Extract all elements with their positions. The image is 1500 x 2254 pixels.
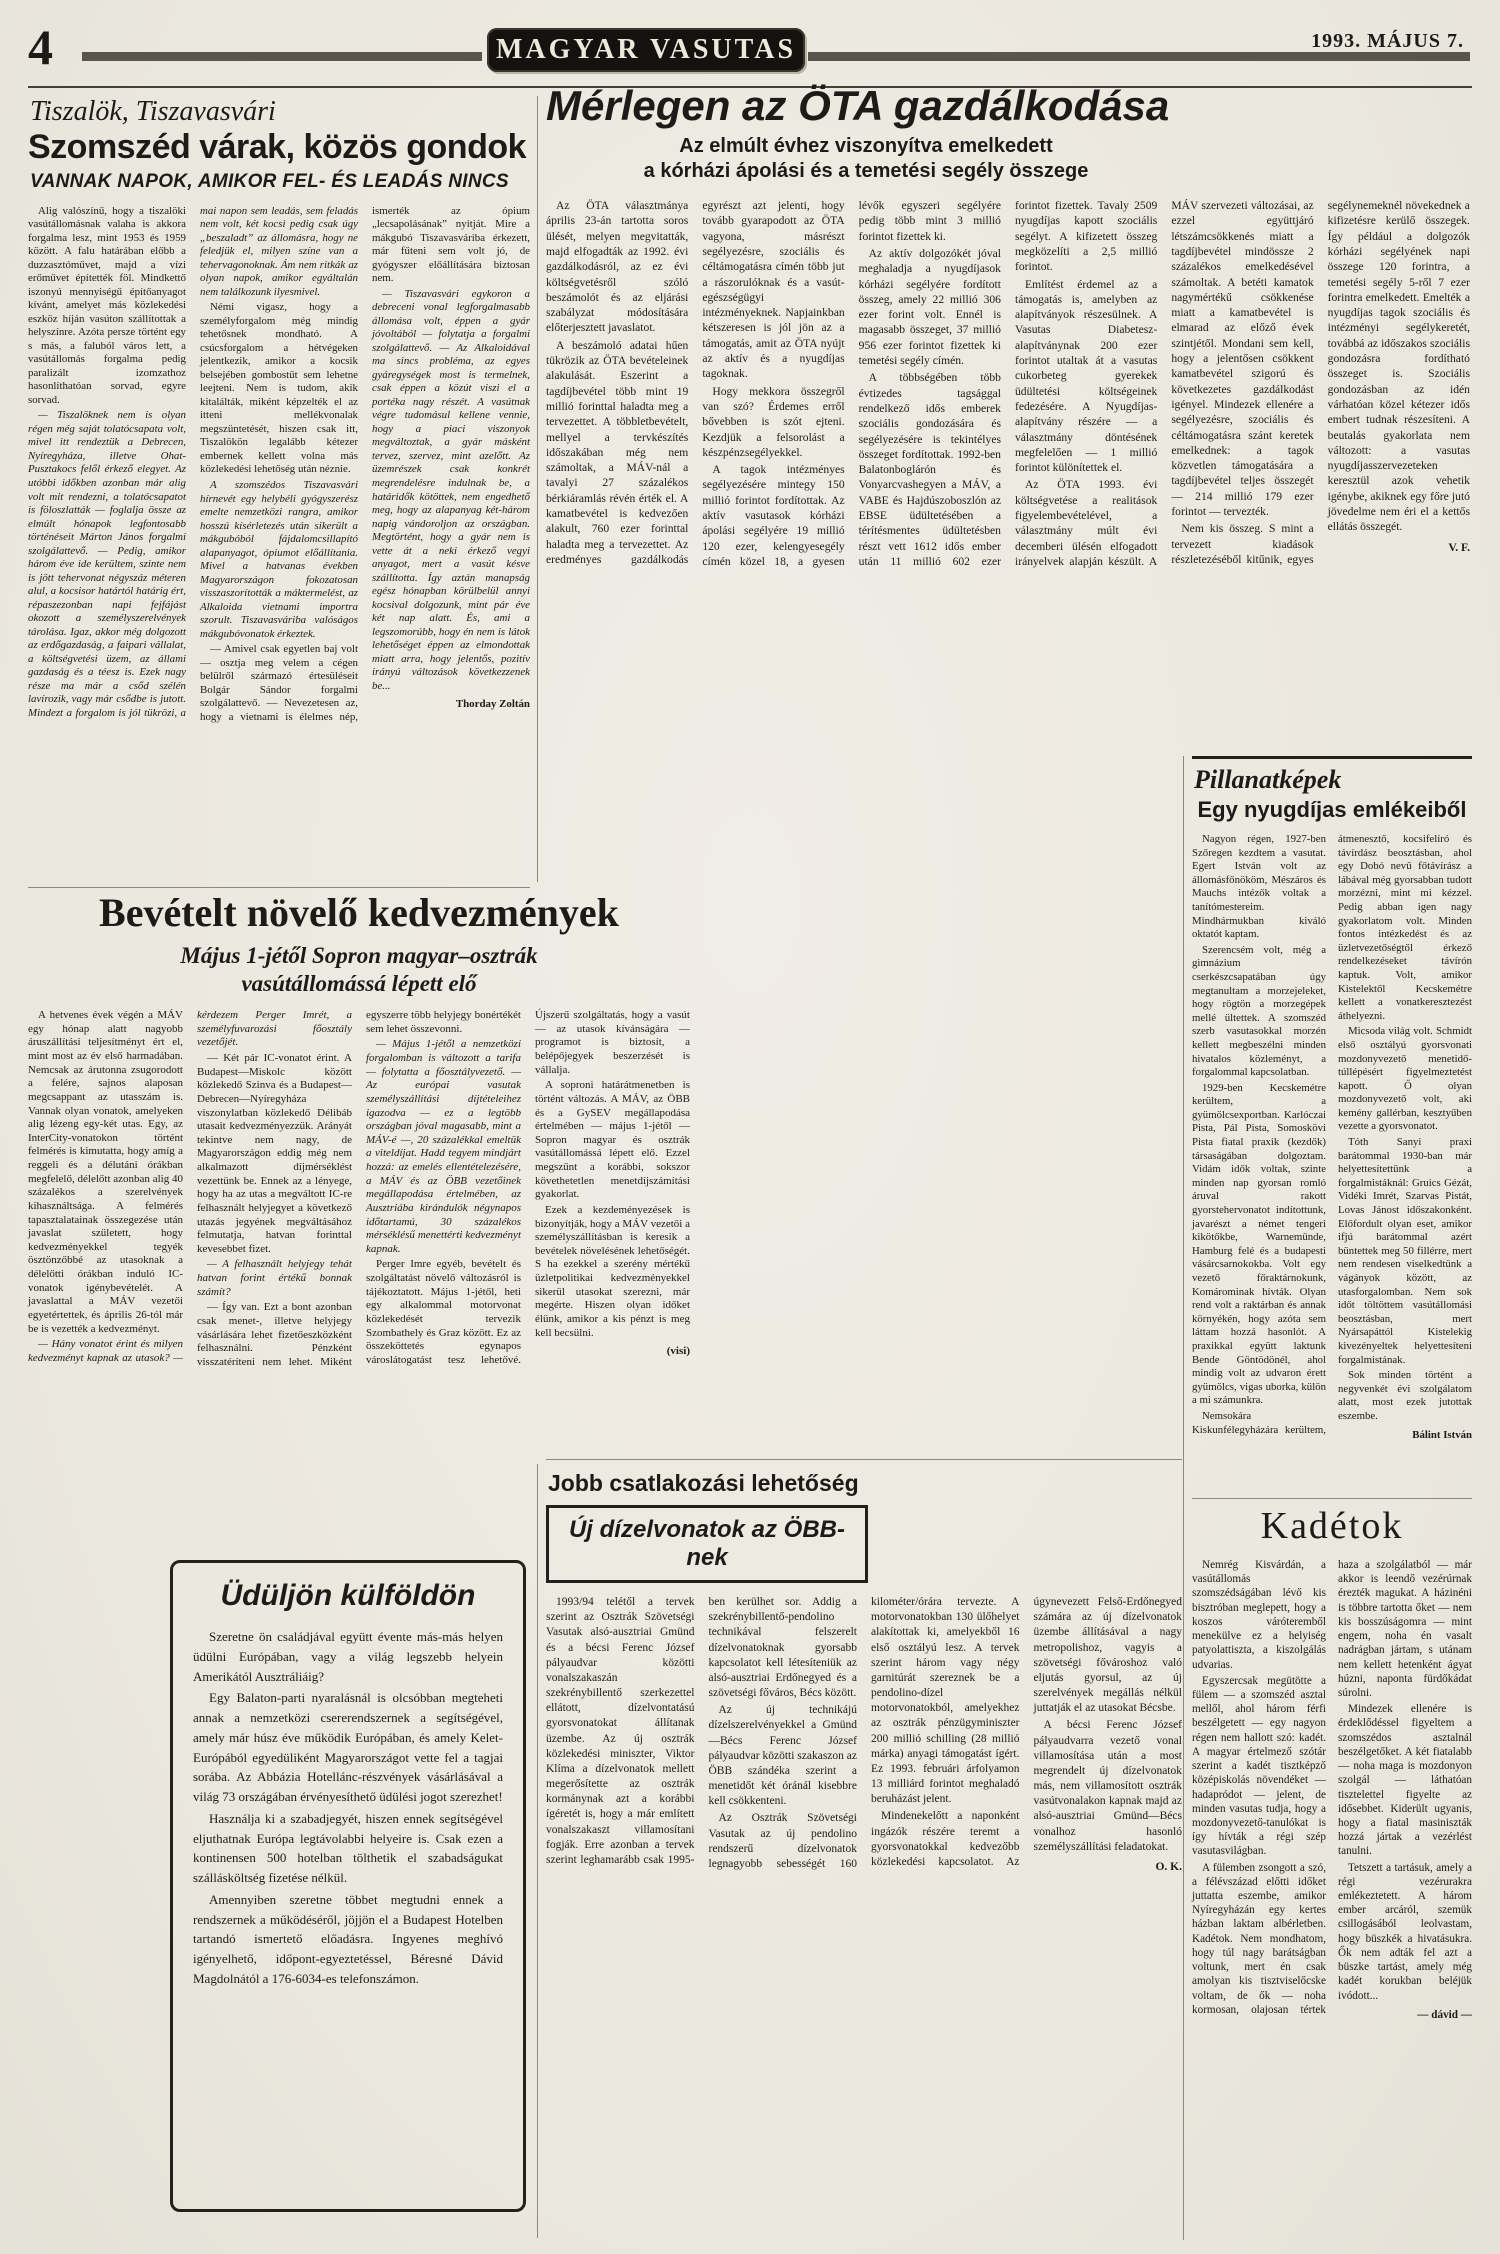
article-kicker: Tiszalök, Tiszavasvári (30, 96, 276, 127)
article-subtitle-line2: vasútállomássá lépett elő (241, 970, 477, 996)
box-uduljon-kulfoldon (170, 1560, 526, 2212)
body-paragraph: Nemrég Kisvárdán, a vasútállomás szomszédságában lévő kis bisztróban meglepett, hogy a koszos váróteremből menekülve ez a helyiség patyolattiszta, a kiszolgálás udvarias. (1192, 1559, 1326, 1671)
body-paragraph: Az új technikájú dízelszerelvényekkel a Gmünd—Bécs Ferenc József pályaudvar közötti szakaszon az ÖBB szándéka szerint a menetidőt két óránál kisebbre kell csökkenteni. (708, 1704, 857, 1808)
body-paragraph: Perger Imre egyéb, bevételt és szolgáltatást növelő változásról is tájékoztatott. Május 1-jétől, heti egy alkalommal motorvonat közlekedését tervezik Szombathely és Graz között. Ez az összeköttetés egynapos városlátogatást tesz lehetővé. Újszerű szolgáltatás, hogy a vasút — az utasok kívánságára — programot is biztosít, a belépőjegyek beszerzését is vállalja. (366, 1009, 690, 1366)
article-szomszed-varak (28, 96, 530, 882)
divider-vertical-top (537, 96, 538, 882)
body-paragraph: A szomszédos Tiszavasvári hírnevét egy helybéli gyógyszerész emelte nemzetközi rangra, amikor hosszú kísérletezés után sikerült a mákgubóból fájdalomcsillapító alapanyagot, ópiumot előállítania. Mivel a hatvanas években Magyarországon fokozatosan visszaszorították a máktermelést, az Alkaloida vietnami importra szorult. Tiszavasváriba valóságos mákgubóvonatok érkeztek. (200, 478, 358, 640)
body-paragraph: Sok minden történt a negyvenkét évi szolgálatom alatt, most ezek jutottak eszembe. (1338, 1369, 1472, 1422)
body-paragraph: A hetvenes évek végén a MÁV egy hónap alatt nagyobb áruszállítási teljesítményt ért el, mint most az év első harmadában. Nemcsak az árutonna zsugorodott a felére, sajnos alaposan megcsappant az utasszám is. Vannak olyan vonatok, amelyeken alig lézeng egy-két utas. Egy, az InterCity-vonatokon történt felmérés is kimutatta, hogy amíg a reggeli és a délutáni órákban megfelelő, délelőtt azonban alig 40 százalékos a szerelvények kihasználtsága. A felmérés tapasztalatainak összegezése után javaslat született, hogy kedvezményekkel tegyék ösztönzőbbé az utasoknak a délelőtti órákban induló IC-vonatok igénybevételét. A javaslattal a MÁV vezetői egyetértettek, és április 26-tól már be is vezették a kedvezményt. (28, 1009, 183, 1335)
article-title: Mérlegen az ÖTA gazdálkodása (546, 82, 1170, 129)
body-paragraph: Az ÖTA választmánya április 23-án tartotta soros ülését, melyen megvitatták, majd elfogadták az 1992. évi gazdálkodásról, az ez évi költségvetésről szóló beszámolót és az eljárási szabályzat módosítására előterjesztett javaslatot. (546, 199, 689, 335)
article-byline: (visi) (666, 1345, 690, 1358)
article-byline: O. K. (1155, 1860, 1182, 1873)
article-subtitle (546, 134, 1186, 184)
body-paragraph: A tagok intézményes segélyezésére mintegy 150 millió forintot fordítottak. Az aktív vasutasok kórházi ápolási segélyére 19 millió 120 ezer, kelengyesegély címén közel 18, a gyesen lévők egyszeri segélyére pedig több mint 3 millió forintot fizettek ki. (702, 199, 1001, 568)
box-title: Üdüljön külföldön (220, 1579, 476, 1612)
body-paragraph: Mindenekelőtt a naponként ingázók részére teremt a gyorsvonatokkal kedvezőbb közlekedési kapcsolatot. Az úgynevezett Felső-Erdőnegyed számára az új dízelvonatok üzembe állításával a nagy metropolishoz, vagyis a szövetségi fővároshoz való eljutás gyorsul, az új szerelvények megállás nélkül juttatják el az utasokat Bécsbe. (871, 1596, 1182, 1868)
article-byline: V. F. (1448, 540, 1470, 554)
article-subtitle (28, 942, 690, 997)
body-paragraph: Nagyon régen, 1927-ben Szőregen kezdtem a vasutat. Egert István volt az állomásfőnököm, Mészáros és Mauchs intézők voltak a tanítómestereim. Mindhármukban kiváló oktatót kaptam. (1192, 833, 1326, 941)
body-paragraph: Az ÖTA 1993. évi költségvetése a realitások figyelembevételével, a választmány múlt évi decemberi ülésén elfogadott irányelvek alapján készült. A MÁV szervezeti változásai, az ezzel együttjáró létszámcsökkenés miatt a tagdíjbevétel mindössze 2 százalékos emelkedésével számoltak. A betéti kamatok nagymértékű csökkenése miatt a kamatbevétel is elmarad az előző évek szintjétől. Mondani sem kell, hogy a jelentősen csökkent kamatbevétel szigorú és következetes gazdálkodást igényel. Mindezek ellenére a segélyezésre, szociális és céltámogatásra szánt keretek emelkednek: a tagok közvetlen támogatására a tagdíjbevétel teljes összegét — 214 millió 179 ezer forintot — tervezték. (1014, 199, 1314, 568)
body-paragraph: A fülemben zsongott a szó, a félévszázad előtti időket juttatta eszembe, amikor Nyíregyházán egy kertes házban laktam albérletben. Kadétok. Nem mondhatom, hogy túl nagy barátságban voltunk, mert én csak amolyan kis tisztviselőcske voltam, de ők — noha kormosan, olajosan tértek haza a szolgálatból — már akkor is leendő vezérúrnak érezték magukat. A házinéni is többre tartotta őket — nem kis bosszúságomra — mint engem, noha én vasalt nadrágban jártam, s utánam nem kellett hetenként ágyat húzni, naponta fürdőkádat súrolni. (1192, 1559, 1472, 2016)
article-subtitle-line1: Május 1-jétől Sopron magyar–osztrák (180, 943, 538, 968)
article-byline: Thorday Zoltán (455, 698, 530, 711)
article-subtitle: VANNAK NAPOK, AMIKOR FEL- ÉS LEADÁS NINCS (30, 170, 509, 192)
body-paragraph: Micsoda világ volt. Schmidt első osztályú gyorsvonati mozdonyvezető menetidő-túllépésért figyelmeztetést kapott. Ő olyan mozdonyvezető volt, aki kemény gallérban, kesztyűben vezette a gyorsvonatot. (1338, 1025, 1472, 1133)
body-paragraph: — Május 1-jétől a nemzetközi forgalomban is változott a tarifa — folytatta a főosztályvezető. — Az európai vasutak személyszállítási díjtételeihez igazodva — ez a legtöbb országban jóval magasabb, mint a MÁV-é —, 20 százalékkal emeltük a viteldíjat. Hadd tegyem mindjárt hozzá: az emelés ellentételezésére, a MÁV és az ÖBB vezetőinek megállapodása értelmében, az Ausztriába kirándulók négynapos időtartamú, 30 százalékos mérséklésű menettérti kedvezményt kapnak. (366, 1038, 521, 1255)
body-paragraph: Nemsokára Kiskunfélegyházára kerültem, átmenesztő, kocsifelíró és távírdász beosztásban, ahol egy Dobó nevű főtávírász a lábával még gyorsabban tudott morzézni, mint mi kézzel. Pedig abban igen nagy gyakorlatom volt. Minden fontos intézkedést és az üzletvezetőségtől érkező rendelkezéseket távírón kaptuk. Volt, amikor Kistelektől Kecskemétre kellett a vonatkeresztezést áthelyezni. (1192, 833, 1472, 1436)
body-paragraph: Egy Balaton-parti nyaralásnál is olcsóbban megteheti annak a nemzetközi csererendszernek a segítségével, amely már húsz éve működik Európában, és amely Kelet-Európából egyedüliként Magyarországot vette fel a tagjai sorába. Az Abbázia Hotellánc-részvények vásárlásával a világ 73 országában érvényesíthető üdülési jogot szerezhet! (193, 1690, 503, 1804)
article-subtitle-line2: a kórházi ápolási és a temetési segély összege (643, 160, 1089, 183)
body-paragraph: A beszámoló adatai hűen tükrözik az ÖTA bevételeinek alakulását. Eszerint a tagdíjbevétel több mint 19 millió forinttal haladta meg a tervezettet. A többletbevételt, mellyel a tervkészítés időszakában még nem számoltak, a MÁV-nál a tavalyi 27 százalékos bérkiáramlás révén érték el. A kamatbevétel is kedvezően alakult, 760 ezer forinttal haladta meg a tervezettet. Az eredményes gazdálkodás egyrészt azt jelenti, hogy tovább gyarapodott az ÖTA vagyona, másrészt segélyezésre, szociális és céltámogatásra címén több jut a rászorulóknak és a vasút-egészségügyi intézményeknek. Napjainkban kétszeresen is jól jön az a támogatás, amit az ÖTA nyújt az aktív és a nyugdíjas tagoknak. (546, 199, 845, 566)
body-paragraph: Nem kis összeg. S mint a tervezett kiadások részletezéséből kitűnik, egyes segélynemeknél növekednek a kifizetésre kerülő összegek. Így például a dolgozók kórházi segélyének napi összege 120 forintra, a temetési segély 5-ről 7 ezer forintra emelkedett. Emelték a nyugdíjas tagok szociális és intézményi segélykeretét, továbbá az időszakos szociális gondozásra fordítható összeget is. Szociális gondozásban az idén várhatóan közel kétezer idős embert tudnak részesíteni. A beutalás gyakorlata nem változott: a vasutas nyugdíjasszervezeteken keresztül azok vehetik igénybe, akiknek egy főre jutó jövedelme nem éri el a kettős ellátás összegét. (1171, 199, 1470, 566)
body-paragraph: Alig valószínű, hogy a tiszalöki vasútállomásnak valaha is akkora forgalma lesz, mint 1953 és 1959 között. A falu határában előbb a duzzasztóművet, majd a vízi erőművet építették föl. Mindkettő iszonyú mennyiségű építőanyagot kívánt, amelyet más közlekedési eszköz híján vasúton szállítottak a helyszínre. Azóta persze történt egy s más, a faluból város lett, a vasútállomás forgalma pedig paralizált izomzathoz hasonlíthatóan sorvad, egyre sorvad. (28, 204, 186, 406)
box-body (193, 1627, 503, 1989)
article-kadetok (1192, 1504, 1472, 2240)
article-kicker: Jobb csatlakozási lehetőség (548, 1470, 859, 1496)
article-body (1192, 833, 1472, 1473)
masthead: MAGYAR VASUTAS (487, 28, 805, 72)
article-obb-dizelvonatok (546, 1464, 1182, 2238)
body-paragraph: — Két pár IC-vonatot érint. A Budapest—Miskolc között közlekedő Szinva és a Budapest—Debrecen—Nyíregyháza viszonylatban közlekedő Délibáb utasait kedvezményezzük. Arányát tekintve nem nagy, de Magyarországon eddig még nem alkalmazott díjmérséklést vezettünk be. Ennek az a lényege, hogy ha az utas a megváltott IC-re felhasznált helyjegyet a következő utazás jegyének megváltásához felmutatja, hatvan forinttal kevesebbet fizet. (197, 1052, 352, 1255)
body-paragraph: Szerencsém volt, még a gimnázium cserkészcsapatában úgy megtanultam a morzejeleket, hogy rögtön a morzegépek mellé ültettek. A szomszéd szerb vasutasokkal morzén kellett megbeszélni minden hivatalos közleményt, a forgalommal kapcsolatban. (1192, 943, 1326, 1079)
body-paragraph: — Tiszavasvári egykoron a debreceni vonal legforgalmasabb állomása volt, éppen a gyár jóvoltából — folytatja a forgalmi szolgálattevő. — Az Alkaloidával ma sincs probléma, az egyes gyáregységek most is termelnek, csak éppen a közút viszi el a portéka nagy részét. A vasútnak végre tudomásul kellene vennie, hogy a piaci viszonyok megváltoztak, a gyár másként tervez, szervez, mint azelőtt. Az üzemrészek csak konkrét megrendelésre indulnak be, a határidők kötöttek, nem engedhető meg, hogy az alapanyag két-három napig vándoroljon az országban. Megtörtént, hogy a gyár nem is vette át a neki érkező vegyi anyagot, mert a vasút késve szállította. Így aztán manapság egész hónapban körülbelül annyi kocsival dolgozunk, mint pár éve két nap alatt. És, ami a legszomorúbb, hogy én nem is látok lehetőséget éppen az elmondottak miatt arra, hogy jelentős, pozitív irányú változások következzenek be... (372, 287, 530, 692)
body-paragraph: — A felhasznált helyjegy tehát hatvan forint értékű bonnak számít? (197, 1258, 352, 1298)
body-paragraph: Némi vigasz, hogy a személyforgalom még mindig tehetősnek mondható. A csúcsforgalom a hétvégeken jelentkezik, amikor a kocsik belsejében gombostűt sem lehetne leejteni. Nem is tudom, akik kitalálták, miként képzelték el az itteni mellékvonalak megszüntetését, hiszen csak itt, Tiszalökön legalább kétezer embernek kellett volna más közlekedési lehetőség után néznie. (200, 301, 358, 476)
body-paragraph: — Így van. Ezt a bont azonban csak menet-, illetve helyjegy vásárlására lehet fizetőeszközként felhasználni. Pénzként visszatéríteni nem lehet. Miként egyszerre több helyjegy bonértékét sem lehet összevonni. (197, 1009, 521, 1368)
body-paragraph: Egyszercsak megütötte a fülem — a szomszéd asztal mellől, ahol három férfi beszélgetett — egy nagyon régen nem hallott szó: kadét. A magyar értelmező szótár szerint a kadét tisztképző középiskolás növendéket — hadapródot — jelent, de minden vasutas tudja, hogy a mozdonyvezető-tanulókat is így hívták a régi szép vasutasvilágban. (1192, 1674, 1326, 1858)
body-paragraph: Mindezek ellenére is érdeklődéssel figyeltem a szomszédos asztalnál beszélgetőket. A két fiatalabb — noha maga is mozdonyon szolgál — láthatóan tisztelettel figyelte az idősebbet. Kiderült ugyanis, hogy a fiatal masiniszták hozzá jártak a vezérlést tanulni. (1338, 1703, 1472, 1858)
body-paragraph: Tetszett a tartásuk, amely a régi vezérurakra emlékeztetett. A három ember arcáról, szemük csillogásából leolvastam, hogy büszkék a hivatásukra. Ők nem adták fel azt a büszke tartást, amely még kadét korukban beléjük ivódott... (1338, 1861, 1472, 2002)
page-number: 4 (28, 19, 53, 75)
article-title: Egy nyugdíjas emlékeiből (1197, 797, 1467, 822)
article-byline: — dávid — (1417, 2008, 1472, 2021)
divider-horizontal-sidebar (1192, 1498, 1472, 1499)
article-title: Új dízelvonatok az ÖBB-nek (546, 1505, 868, 1583)
body-paragraph: 1993/94 telétől a tervek szerint az Osztrák Szövetségi Vasutak alsó-ausztriai Gmünd és a bécsi Ferenc József pályaudvar közötti vonalszakaszán szekrénybillentő szerkezettel ellátott, dízelvontatású gyorsvonatokat állítanak üzembe. Az új osztrák közlekedési miniszter, Viktor Klíma a dízelvonatok mellett megerősítette az osztrák kormánynak azt a korábbi ígéretét is, hogy a már említett vonalszakaszt villamosítani fogják. Erre azonban a tervek szerint leghamarább csak 1995-ben kerülhet sor. Addig a szekrénybillentő-pendolino technikával felszerelt dízelvonatoknak gyorsabb kapcsolatot kell létesíteniük az alsó-ausztriai Erdőnegyed és a szövetségi főváros, Bécs között. (546, 1596, 857, 1866)
body-paragraph: A bécsi Ferenc József pályaudvarra vezető vonal villamosítása után a most megrendelt új dízelvonatok más, nem villamosított osztrák vasútvonalakon kapnak majd az alsó-ausztriai Gmünd—Bécs vonalhoz hasonló személyszállítási feladatokat. (1033, 1719, 1182, 1853)
body-paragraph: 1929-ben Kecskemétre kerültem, a gyümölcsexportban. Karlóczai Pista, Pál Pista, Somoskövi Pista fiatal praxik (kezdők) társaságában dolgoztam. Vidám idők voltak, szinte minden nap gyorsan romló áruval rakott gyorstehervonatot indítottunk, javarészt a német tengeri kikötőkbe, Warnemünde, Hamburg felé és a budapesti vásárcsarnokokba. Volt egy vezető főraktárnokunk, Komárominak hívták. Olyan rend volt a raktárban és annak környékén, hogy azóta sem láttam hozzá hasonlót. A praxikkal együtt laktunk Bende Göntödönél, ahol mindig volt az udvaron érett gyümölcs, vigas uborka, külön a mi számunkra. (1192, 1081, 1326, 1407)
article-title: Szomszéd várak, közös gondok (28, 128, 527, 166)
body-paragraph: A soproni határátmenetben is történt változás. A MÁV, az ÖBB és a GySEV megállapodása értelmében — május 1-jétől — Sopron magyar és osztrák vasútállomássá lépett elő. Ezzel megszűnt a korábbi, sokszor követhetetlen menetdíjszámítási gyakorlat. (535, 1079, 690, 1201)
body-paragraph: Tóth Sanyi praxi barátommal 1930-ban már helyettesítettünk a forgalmistáknál: Gruics Gézát, Vidéki Imrét, Szarvas Pistát, Lovas Jánost időszakonként. Előfordult olyan eset, amikor ifjú barátommal azért büntettek meg 50 fillérre, mert nem rendesen viselkedtünk a vágányok között, az utasforgalomban. Nem sok időt töltöttem vasútállomási beosztásban, mert Nyársapáttól Kistelekig kivezényeltek helyettesíteni forgalmistának. (1338, 1136, 1472, 1366)
article-title: Bevételt növelő kedvezmények (99, 890, 619, 935)
body-paragraph: Amennyiben szeretne többet megtudni ennek a rendszernek a működéséről, jöjjön el a Budapest Hotelben tartandó ismertető előadásra. Ingyenes meghívó igényelhető, időpont-egyeztetéssel, Béresné Dávid Magdolnától a 176-6034-es telefonszámon. (193, 1891, 503, 1986)
body-paragraph: Az aktív dolgozókét jóval meghaladja a nyugdíjasok kórházi segélyére fordított összeg, amely 22 millió 306 ezer forint volt. Ennél is magasabb összeget, 37 millió 956 ezer forintot fizettek ki temetési segély címén. (858, 246, 1001, 368)
body-paragraph: A többségében több évtizedes tagsággal rendelkező idős emberek szociális gondozására és segélyezésére is tekintélyes összeget fordítottak. 1992-ben Balatonboglárón és Vonyarcvashegyen a MÁV, a VABE és Hajdúszoboszlón az EBSE üdültetésében a térítésmentes üdültetésben részt vett 1612 idős ember után 11 millió 602 ezer forintot fizettek. Tavaly 2509 nyugdíjas kapott szociális segélyt. A kifizetett összeg megközelíti a 2,5 millió forintot. (858, 199, 1158, 568)
header-rule-left (82, 52, 482, 61)
page-date: 1993. MÁJUS 7. (1311, 30, 1464, 52)
body-paragraph: Ezek a kezdeményezések is bizonyítják, hogy a MÁV vezetői a személyszállításban is keresik a bevételek növelésének lehetőségét. S ha ezekkel a szerény mértékű üzletpolitikai kedvezményekkel sikerül utasokat szerezni, már megérte. Hiszen olyan időket élünk, amikor a kis pénzt is meg kell becsülni. (535, 1203, 690, 1339)
divider-vertical-bottom (537, 1464, 538, 2238)
body-paragraph: Hogy mekkora összegről van szó? Érdemes erről bővebben is szót ejteni. Kezdjük a felsorolást a készpénzsegélyekkel. (702, 384, 845, 459)
divider-horizontal-left (28, 887, 530, 888)
article-pillanatkepek (1192, 756, 1472, 1496)
header-rule-right (808, 52, 1470, 61)
body-paragraph: Említést érdemel az a támogatás is, amelyben az alapítványok részesülnek. A Vasutas Diabetesz-alapítványnak 200 ezer forintot utaltak át a vasutas cukorbeteg gyerekek üdültetési költségeinek fedezésére. A Nyugdíjas-alapítvány részére — a választmány döntésének megfelelően — 1 millió forintot különítettek el. (1014, 277, 1158, 475)
article-body (28, 205, 530, 853)
article-body (546, 1595, 1182, 2235)
article-bevetelt (28, 892, 690, 1462)
article-byline: Bálint István (1412, 1428, 1472, 1441)
body-paragraph: Használja ki a szabadjegyét, hiszen ennek segítségével eljuthatnak Európa legtávolabbi helyeire is. Csak ezen a kontinensen 500 hotelban tölthetik el szabadságukat szállásköltség fizetése nélkül. (193, 1810, 503, 1885)
article-title: Kadétok (1260, 1505, 1404, 1547)
article-kicker: Pillanatképek (1194, 765, 1342, 794)
body-paragraph: — Amivel csak egyetlen baj volt — osztja meg velem a cégen belülről származó értesüléseit Bolgár Sándor forgalmi szolgálattevő. — Nevezetesen az, hogy a vietnami is élelmes nép, ismerték az ópium „lecsapolásának” nyitját. Mire a mákgubó Tiszavasváriba érkezett, már fűteni sem volt jó, de gyógyszer előállítására biztosan nem. (200, 204, 530, 723)
body-paragraph: Az Osztrák Szövetségi Vasutak az új pendolino rendszerű dízelvonatok legnagyobb sebességét 160 kilométer/órára tervezte. A motorvonatokban 130 ülőhelyet alakítottak ki, amelyekből 16 első osztályú lesz. A tervek szerint három vagy négy garnitúrát szereznek be a pendolino-dízel motorvonatokból, amelyekhez az osztrák pénzügyminiszter 200 millió schilling (28 millió márka) anyagi támogatást ígért. Ez 1993. februári árfolyamon 13 milliárd forintot meghaladó beruházást jelent. (708, 1596, 1020, 1870)
divider-vertical-right (1183, 756, 1184, 2240)
body-paragraph: — Hány vonatot érint és milyen kedvezményt kapnak az utasok? — kérdezem Perger Imrét, a személyfuvarozási főosztály vezetőjét. (28, 1009, 352, 1364)
article-subtitle-line1: Az elmúlt évhez viszonyítva emelkedett (679, 135, 1053, 158)
body-paragraph: Szeretne ön családjával együtt évente más-más helyen üdülni Európában, vagy a világ legszebb helyein Amerikától Ausztráliáig? (193, 1629, 503, 1684)
article-body (28, 1009, 690, 1443)
article-body (1192, 1558, 1472, 2226)
body-paragraph: — Tiszalöknek nem is olyan régen még saját tolatócsapata volt, mivel itt rendeztük a Debrecen, Nyíregyháza, illetve Ohat-Pusztakocs felől érkező elegyet. Az utóbbi időkben azonban már alig volt mit rendezni, a tolatócsapatot is föloszlatták — foglalja össze az elmúlt hónapok legfontosabb történéseit Márton János forgalmi szolgálattevő. — Pedig, amikor három éve ide kerültem, szinte nem is jött tehervonat négyszáz méteren alul, a kocsisor határtól határig ért, répaszezonban napi fejfájást okozott a személyszerelvények tárolása. Igaz, akkor még dolgozott az erdőgazdaság, a faipari vállalat, a költségvetési üzem, az állami gazdaság és a téesz is. Ezek nagy része ma már a csőd szélén lavírozik, vagy már csődbe is jutott. Mindezt a forgalom is jól tükrözi, a mai napon sem leadás, sem feladás nem volt, két kocsi pedig csak úgy „beszaladt” az állomásra, hogy ne feledjük el, milyen színe van a tehervagonoknak. Ám nem ritkák az olyan napok, amikor egyáltalán nem találkozunk ilyesmivel. (28, 204, 358, 719)
